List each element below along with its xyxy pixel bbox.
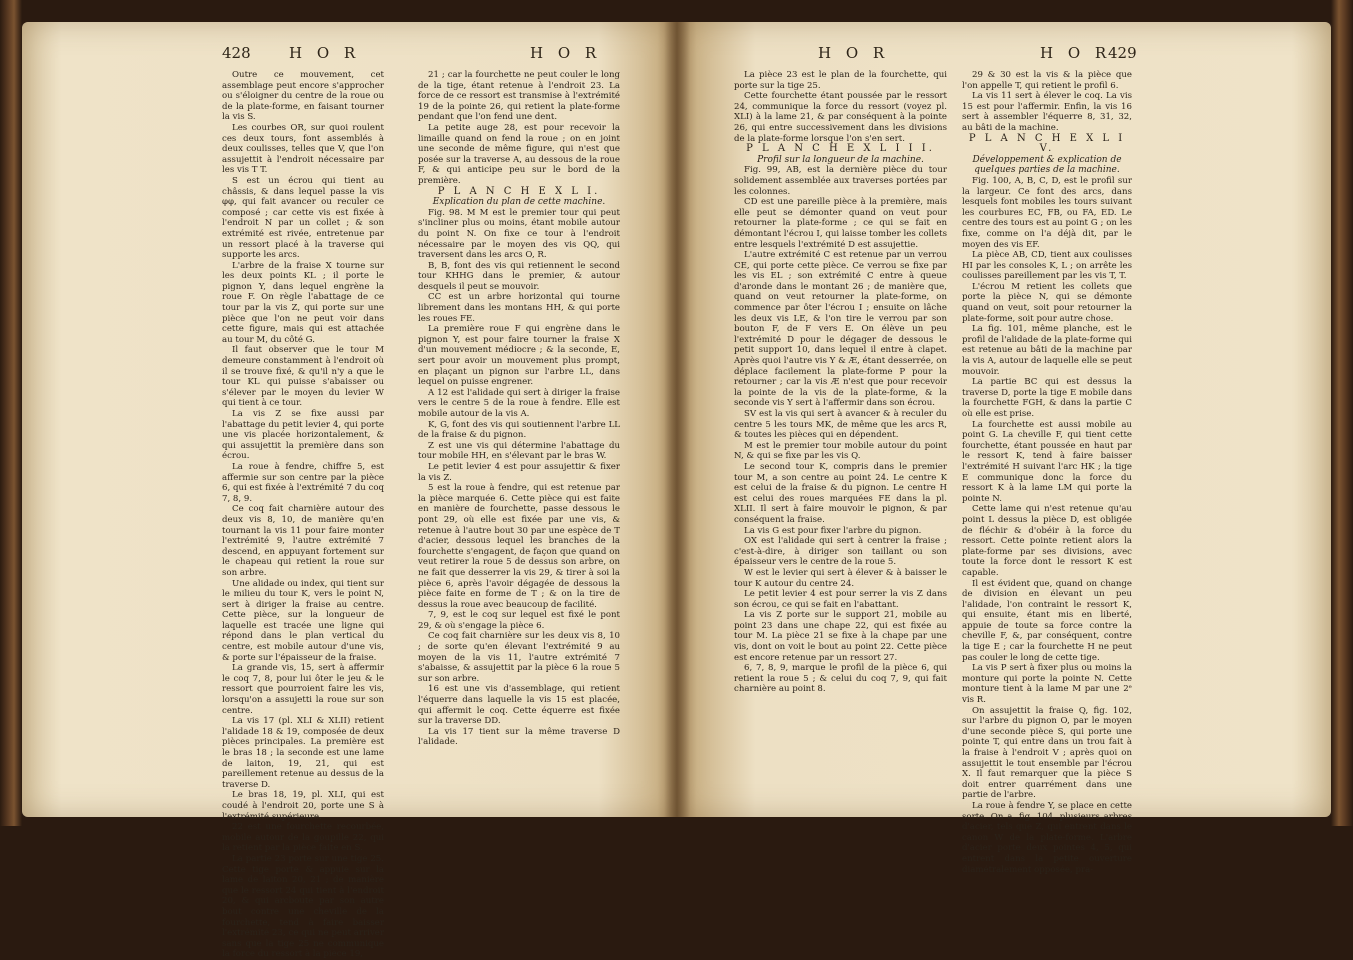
plate-heading: P L A N C H E X L I.: [437, 185, 601, 197]
paragraph: La vis 17 (pl. XLI & XLII) retient l'alidade 18 & 19, composée de deux pièces principales. La première est le bras 18 ; la seconde est une lame de laiton, 19, 21, qui est pareillement retenue au dessus de la traverse D.: [222, 716, 384, 790]
paragraph: Fig. 100, A, B, C, D, est le profil sur la largeur. Ce font des arcs, dans lesquels font mobiles les tours suivant les courbures EC, FB, ou FA, ED. Le centre des tours est au point G ; on les fixe, comme on l'a déjà dit, par le moyen des vis EF.: [962, 175, 1132, 250]
paragraph: 5 est la roue à fendre, qui est retenue par la pièce marquée 6. Cette pièce qui est faite en manière de fourchette, passe dessous le pont 29, où elle est fixée par une vis, & retenue à l'autre bout 30 par une espèce de T d'acier, dessous lequel les branches de la fourchette s'engagent, de façon que quand on veut retirer la roue 5 de dessus son arbre, on ne fait que desserrer la vis 29, & tirer à soi la pièce 6, après l'avoir dégagée de dessous la pièce faite en forme de T ; & on la tire de dessus la roue avec beaucoup de facilité.: [418, 483, 620, 610]
paragraph: Fig. 98. M M est le premier tour qui peut s'incliner plus ou moins, étant mobile autour du point N. On fixe ce tour à l'endroit nécessaire par le moyen des vis QQ, qui traversent dans les arcs O, R.: [418, 207, 620, 261]
paragraph: La première roue F qui engrène dans le pignon Y, est pour faire tourner la fraise X d'un mouvement médiocre ; & la seconde, E, sert pour avoir un mouvement plus prompt, en plaçant un pignon sur l'arbre LL, dans lequel on puisse engrener.: [418, 324, 620, 388]
paragraph: La grande vis, 15, sert à affermir le coq 7, 8, pour lui ôter le jeu & le ressort que pourroient faire les vis, lorsqu'on a assujetti la roue sur son centre.: [222, 663, 384, 716]
paragraph: L'autre extrémité C est retenue par un verrou CE, qui porte cette pièce. Ce verrou se fixe par les vis EL ; son extrémité C entre à queue d'aronde dans le montant 26 ; de manière que, quand on veut retourner la plate-forme, on commence par ôter l'écrou I ; ensuite on lâche les deux vis LE, & l'on tire le verrou par son bouton F, de F vers E. On élève un peu l'extrémité D pour le dégager de dessous le petit support 10, dans lequel il entre à clapet. Après quoi l'autre vis Y & Æ, étant desserrée, on déplace facilement la plate-forme P pour la retourner ; car la vis Æ n'est que pour recevoir la pointe de la vis de la plate-forme, & la seconde vis Y sert à l'affermir dans son écrou.: [734, 250, 947, 409]
paragraph: 6, 7, 8, 9, marque le profil de la pièce 6, qui retient la roue 5 ; & celui du coq 7, 9, qui fait charnière au point 8.: [734, 663, 947, 695]
paragraph: K, G, font des vis qui soutiennent l'arbre LL de la fraise & du pignon.: [418, 419, 620, 441]
paragraph: 22 est une fourchette recourbée, mobile autour de la goupille 22, qui la retient par la pièce faite en S.: [222, 822, 384, 854]
running-header: H O R: [530, 44, 602, 62]
paragraph: Cette fourchette étant poussée par le ressort 24, communique la force du ressort (voyez pl. XLI) à la lame 21, & par conséquent à la pointe 26, qui entre successivement dans les divisions de la plate-forme lorsque l'on s'en sert.: [734, 91, 947, 144]
paragraph: La vis 17 tient sur la même traverse D l'alidade.: [418, 726, 620, 748]
paragraph: Le petit levier 4 est pour assujettir & fixer la vis Z.: [418, 461, 620, 483]
paragraph: Il faut observer que le tour M demeure constamment à l'endroit où il se trouve fixé, & qu'il n'y a que le tour KL qui puisse s'abaisser ou s'élever par le moyen du levier W qui tient à ce tour.: [222, 345, 384, 409]
paragraph: M est le premier tour mobile autour du point N, & qui se fixe par les vis Q.: [734, 440, 947, 462]
text-column: [222, 70, 384, 960]
text-column: [962, 70, 1132, 875]
paragraph: La partie 23 porte sur une tige 25. Cette tige porte & appuie sur la lame de laiton 20, 21 ; de manière que le ressort 24 qui tient à l'endroit 20, & qui arcboute par son autre bout contre une cheville de la fourchette, tend à faire baisser l'extrémité 23, ce qui ne peut arriver sans que la tige 25 ne communique la force du ressort à la pièce 19,: [222, 853, 384, 960]
paragraph: Les courbes OR, sur quoi roulent ces deux tours, font assemblés à deux coulisses, telles que V, que l'on assujettit à l'endroit nécessaire par les vis T T.: [222, 122, 384, 176]
paragraph: Outre ce mouvement, cet assemblage peut encore s'approcher ou s'éloigner du centre de la roue ou de la plate-forme, en faisant tourner la vis S.: [222, 70, 384, 123]
paragraph: S est un écrou qui tient au châssis, & dans lequel passe la vis φφ, qui fait avancer ou reculer ce composé ; car cette vis est fixée à l'endroit N par un collet ; & son extrémité est rivée, entretenue par un ressort placé à la traverse qui supporte les arcs.: [222, 175, 384, 261]
paragraph: 21 ; car la fourchette ne peut couler le long de la tige, étant retenue à l'endroit 23. La force de ce ressort est transmise à l'extrémité 19 de la pointe 26, qui retient la plate-forme pendant que l'on fend une dent.: [418, 70, 620, 123]
paragraph: La vis Z se fixe aussi par l'abattage du petit levier 4, qui porte une vis placée horizontalement, & qui assujettit la première dans son écrou.: [222, 409, 384, 462]
section-subtitle: Profil sur la longueur de la machine.: [757, 154, 924, 165]
plate-heading: P L A N C H E X L I I I.: [746, 143, 935, 155]
paragraph: B, B, font des vis qui retiennent le second tour KHHG dans le premier, & autour desquels il peut se mouvoir.: [418, 260, 620, 292]
paragraph: La fig. 101, même planche, est le profil de l'alidade de la plate-forme qui est retenue au bâti de la machine par la vis A, autour de laquelle elle se peut mouvoir.: [962, 324, 1132, 377]
paragraph: 16 est une vis d'assemblage, qui retient l'équerre dans laquelle la vis 15 est placée, qui affermit le coq. Cette équerre est fixée sur la traverse DD.: [418, 684, 620, 727]
text-column: [734, 70, 947, 810]
paragraph: La fourchette est aussi mobile au point G. La cheville F, qui tient cette fourchette, étant poussée en haut par le ressort K, tend à faire baisser l'extrémité H suivant l'arc HK ; la tige E communique donc la force du ressort K à la lame LM qui porte la pointe N.: [962, 419, 1132, 504]
paragraph: Ce coq fait charnière autour des deux vis 8, 10, de manière qu'en tournant la vis 11 pour faire monter l'extrémité 9, l'autre extrémité 7 descend, en appuyant fortement sur le chapeau qui retient la roue sur son arbre.: [222, 504, 384, 578]
running-header: H O R: [1040, 44, 1112, 62]
paragraph: Le bras 18, 19, pl. XLI, qui est coudé à l'endroit 20, porte une S à l'extrémité supérieure.: [222, 790, 384, 822]
paragraph: La partie BC qui est dessus la traverse D, porte la tige E mobile dans la fourchette FGH, & dans la partie C où elle est prise.: [962, 377, 1132, 419]
paragraph: A 12 est l'alidade qui sert à diriger la fraise vers le centre 5 de la roue à fendre. Elle est mobile autour de la vis A.: [418, 387, 620, 419]
paragraph: 7, 9, est le coq sur lequel est fixé le pont 29, & où s'engage la pièce 6.: [418, 610, 620, 631]
paragraph: La roue à fendre, chiffre 5, est affermie sur son centre par la pièce 6, qui est fixée à l'extrémité 7 du coq 7, 8, 9.: [222, 461, 384, 504]
paragraph: La vis 11 sert à élever le coq. La vis 15 est pour l'affermir. Enfin, la vis 16 sert à assembler l'équerre 8, 31, 32, au bâti de la machine.: [962, 91, 1132, 133]
paragraph: CD est une pareille pièce à la première, mais elle peut se démonter quand on veut pour retourner la plate-forme ; ce qui se fait en démontant l'écrou I, qui laisse tomber les collets entre lesquels l'extrémité D est assujettie.: [734, 197, 947, 250]
running-header: H O R: [289, 44, 361, 62]
page-number-right: 429: [1108, 44, 1137, 62]
paragraph: OX est l'alidade qui sert à centrer la fraise ; c'est-à-dire, à diriger son taillant ou son épaisseur vers le centre de la roue 5.: [734, 536, 947, 568]
section-subtitle: Explication du plan de cette machine.: [432, 197, 606, 208]
paragraph: W est le levier qui sert à élever & à baisser le tour K autour du centre 24.: [734, 567, 947, 589]
paragraph: La roue à fendre Y, se place en cette sorte. On a, fig. 104, plusieurs arbres d'acier, tels que Z, qui entrent dans le canon W de la plate-forme. L'arbre d'acier porte deux pointes 4, 5, qui entrent dans la petite ouverture diamétralement opposée, pra-: [962, 800, 1132, 875]
plate-heading: P L A N C H E X L I V.: [968, 132, 1126, 155]
page-number-left: 428: [222, 44, 251, 62]
paragraph: CC est un arbre horizontal qui tourne librement dans les montans HH, & qui porte les roues FE.: [418, 292, 620, 324]
section-subtitle: Développement & explication de quelques parties de la machine.: [972, 154, 1122, 176]
paragraph: Z est une vis qui détermine l'abattage du tour mobile HH, en s'élevant par le bras W.: [418, 440, 620, 462]
running-header: H O R: [818, 44, 890, 62]
paragraph: Le second tour K, compris dans le premier tour M, a son centre au point 24. Le centre K est celui de la fraise & du pignon. Le centre H est celui des roues marquées FE dans la pl. XLII. Il sert à faire mouvoir le pignon, & par conséquent la fraise.: [734, 461, 947, 525]
paragraph: Le petit levier 4 est pour serrer la vis Z dans son écrou, ce qui se fait en l'abattant.: [734, 589, 947, 610]
paragraph: Fig. 99, AB, est la dernière pièce du tour solidement assemblée aux traverses portées par les colonnes.: [734, 165, 947, 197]
paragraph: La vis P sert à fixer plus ou moins la monture qui porte la pointe N. Cette monture tient à la lame M par une 2ᵉ vis R.: [962, 663, 1132, 706]
paragraph: 29 & 30 est la vis & la pièce que l'on appelle T, qui retient le profil 6.: [962, 70, 1132, 91]
paragraph: La vis Z porte sur le support 21, mobile au point 23 dans une chape 22, qui est fixée au tour M. La pièce 21 se fixe à la chape par une vis, dont on voit le bout au point 22. Cette pièce est encore retenue par un ressort 27.: [734, 610, 947, 663]
text-column: [418, 70, 620, 810]
paragraph: La petite auge 28, est pour recevoir la limaille quand on fend la roue ; on en joint une seconde de même figure, qui n'est que posée sur la traverse A, au dessous de la roue F, & qui anticipe peu sur le bord de la première.: [418, 122, 620, 186]
paragraph: La vis G est pour fixer l'arbre du pignon.: [744, 525, 922, 536]
paragraph: On assujettit la fraise Q, fig. 102, sur l'arbre du pignon O, par le moyen d'une seconde pièce S, qui porte une pointe T, qui entre dans un trou fait à la fraise à l'endroit V ; après quoi on assujettit le tout ensemble par l'écrou X. Il faut remarquer que la pièce S doit entrer quarrément dans une partie de l'arbre.: [962, 705, 1132, 801]
paragraph: L'arbre de la fraise X tourne sur les deux points KL ; il porte le pignon Y, dans lequel engrène la roue F. On règle l'abattage de ce tour par la vis Z, qui porte sur une pièce que l'on ne peut voir dans cette figure, mais qui est attachée au tour M, du côté G.: [222, 260, 384, 345]
paragraph: La pièce 23 est le plan de la fourchette, qui porte sur la tige 25.: [734, 70, 947, 91]
paragraph: SV est la vis qui sert à avancer & à reculer du centre 5 les tours MK, de même que les arcs R, & toutes les pièces qui en dépendent.: [734, 409, 947, 441]
paragraph: Cette lame qui n'est retenue qu'au point L dessus la pièce D, est obligée de fléchir & d'obéir à la force du ressort. Cette pointe retient alors la plate-forme par ses divisions, avec toute la force dont le ressort K est capable.: [962, 504, 1132, 578]
paragraph: Il est évident que, quand on change de division en élevant un peu l'alidade, l'on contraint le ressort K, qui ensuite, étant mis en liberté, appuie de toute sa force contre la cheville F, &, par conséquent, contre la tige E ; car la fourchette H ne peut pas couler le long de cette tige.: [962, 578, 1132, 663]
paragraph: Ce coq fait charnière sur les deux vis 8, 10 ; de sorte qu'en élevant l'extrémité 9 au moyen de la vis 11, l'autre extrémité 7 s'abaisse, & assujettit par la pièce 6 la roue 5 sur son arbre.: [418, 631, 620, 684]
paragraph: Une alidade ou index, qui tient sur le milieu du tour K, vers le point N, sert à diriger la fraise au centre. Cette pièce, sur la longueur de laquelle est tracée une ligne qui répond dans le plan vertical du centre, est mobile autour d'une vis, & porte sur l'épaisseur de la fraise.: [222, 578, 384, 663]
paragraph: La pièce AB, CD, tient aux coulisses HI par les consoles K, L ; on arrête les coulisses pareillement par les vis T, T.: [962, 250, 1132, 282]
paragraph: L'écrou M retient les collets que porte la pièce N, qui se démonte quand on veut, soit pour retourner la plate-forme, soit pour autre chose.: [962, 281, 1132, 324]
book-gutter: [664, 22, 690, 817]
